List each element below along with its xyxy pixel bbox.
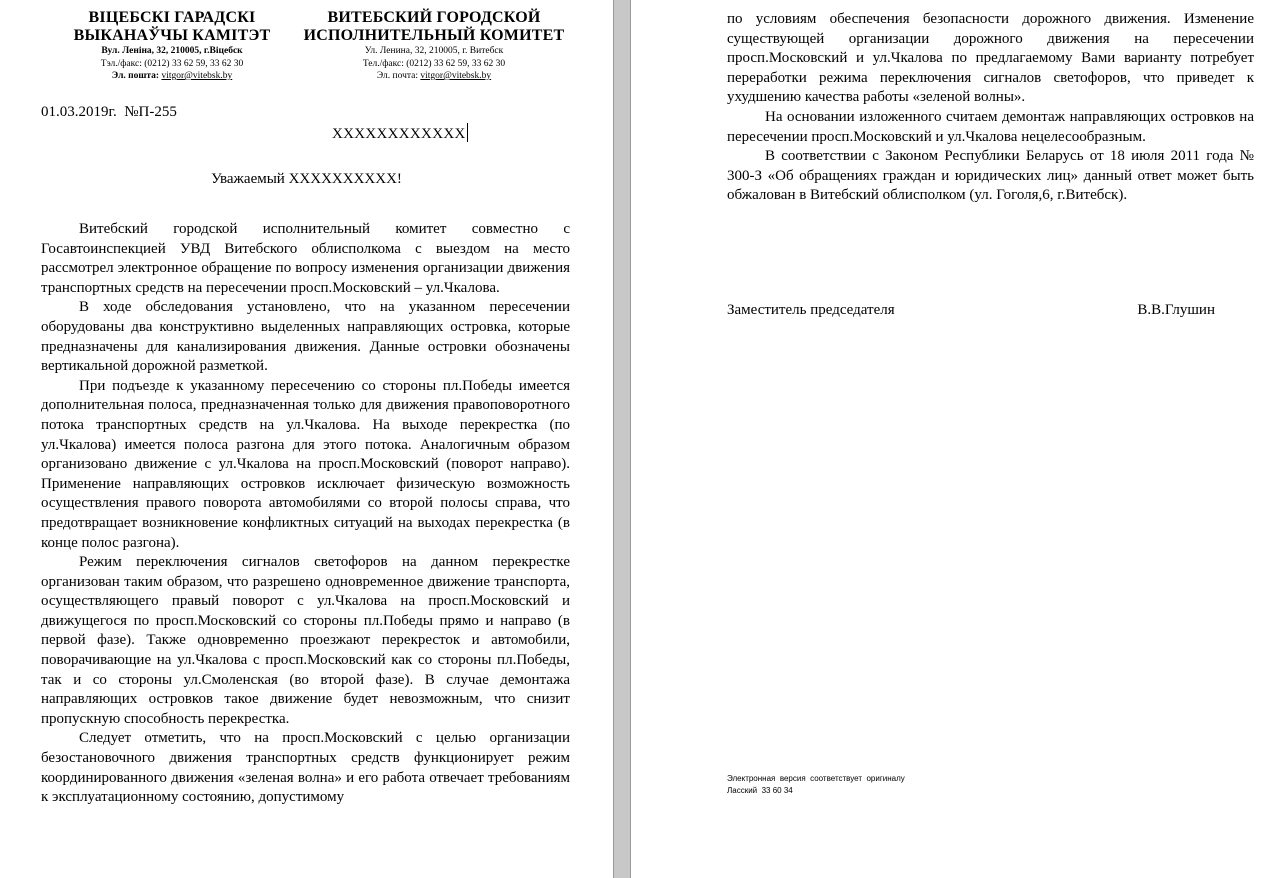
paragraph: В соответствии с Законом Республики Беларусь от 18 июля 2011 года № 300-З «Об обращениях граждан и юридических лиц» данный ответ может быть обжалован в Витебский облисполком (ул. Гоголя,6, г.Витебск). <box>727 148 1254 204</box>
letterhead-address: Вул. Леніна, 32, 210005, г.Віцебск <box>101 46 243 56</box>
footnote-line1: Электронная версия соответствует оригиналу <box>727 774 905 783</box>
letterhead-email-row <box>58 70 286 83</box>
footnote-line2: Ласский 33 60 34 <box>727 786 793 795</box>
letterhead-email-label: Эл. пошта: <box>111 71 160 81</box>
document-date-number: 01.03.2019г. №П-255 <box>41 104 177 120</box>
letterhead-email-row <box>288 70 580 83</box>
paragraph: Режим переключения сигналов светофоров на данном перекрестке организован таким образом, что разрешено одновременное движение транспорта, осуществляющего правый поворот с ул.Чкалова на просп.Московский и движущегося по просп.Московский со стороны пл.Победы прямо и направо (в первой фазе). Также одновременно проезжают перекресток и автомобили, поворачивающие на ул.Чкалова с просп.Московский как со стороны пл.Победы, так и со стороны ул.Смоленская (во второй фазе). В случае демонтажа направляющих островков такое движение будет невозможным, что снизит пропускную способность перекрестка. <box>41 554 570 727</box>
signature-position: Заместитель председателя <box>727 302 895 318</box>
paragraph: по условиям обеспечения безопасности дорожного движения. Изменение существующей организации дорожного движения на пересечении просп.Московский и ул.Чкалова по предлагаемому Вами варианту потребует переработки режима переключения сигналов светофоров, что приведет к ухудшению качества работы «зеленой волны». <box>727 11 1254 106</box>
letterhead-email-label: Эл. почта: <box>376 71 418 81</box>
letterhead-address: Ул. Ленина, 32, 210005, г. Витебск <box>364 46 504 56</box>
document-page-1 <box>0 0 613 878</box>
greeting: Уважаемый ХХХХХХХХХХ! <box>211 171 402 187</box>
signature-name: В.В.Глушин <box>1137 302 1215 318</box>
letterhead-phone: Тел./факс: (0212) 33 62 59, 33 62 30 <box>362 58 506 69</box>
recipient-line[interactable] <box>332 123 468 143</box>
paragraph: В ходе обследования установлено, что на указанном пересечении оборудованы два конструктивно выделенных направляющих островка, которые предназначены для канализирования движения. Данные островки обозначены вертикальной дорожной разметкой. <box>41 299 570 375</box>
paragraph: Следует отметить, что на просп.Московский с целью организации безостановочного движения транспортных средств функционирует режим координированного движения «зеленая волна» и его работа отвечает требованиям к эксплуатационному состоянию, допустимому <box>41 730 570 806</box>
page-gutter <box>613 0 631 878</box>
document-page-2 <box>631 0 1280 878</box>
recipient-name: ХХХХХХХХХХХХ <box>332 126 466 142</box>
letter-body-page-1[interactable] <box>41 220 570 808</box>
letterhead-title-line2: ИСПОЛНИТЕЛЬНЫЙ КОМИТЕТ <box>303 27 565 44</box>
text-cursor <box>467 123 468 142</box>
footnote <box>727 773 905 797</box>
letterhead-email-link[interactable]: vitgor@vitebsk.by <box>161 71 233 81</box>
letterhead-phone: Тэл./факс: (0212) 33 62 59, 33 62 30 <box>100 58 244 69</box>
signature-block <box>727 302 1215 319</box>
letterhead-title-line2: ВЫКАНАЎЧЫ КАМІТЭТ <box>73 27 271 44</box>
paragraph: Витебский городской исполнительный комитет совместно с Госавтоинспекцией УВД Витебского облисполкома с выездом на место рассмотрел электронное обращение по вопросу изменения организации движения транспортных средств на пересечении просп.Московский – ул.Чкалова. <box>41 221 570 296</box>
letterhead-email-link[interactable]: vitgor@vitebsk.by <box>420 71 492 81</box>
letterhead-title-line1: ВІЦЕБСКІ ГАРАДСКІ <box>88 9 256 26</box>
letterhead-russian <box>288 9 580 83</box>
letterhead-title-line1: ВИТЕБСКИЙ ГОРОДСКОЙ <box>327 9 541 26</box>
paragraph: При подъезде к указанному пересечению со стороны пл.Победы имеется дополнительная полоса, предназначенная только для движения правоповоротного потока транспортных средств на ул.Чкалова. На выходе перекрестка (по ул.Чкалова) имеется полоса разгона для этого потока. Аналогичным образом организовано движение с ул.Чкалова на просп.Московский (поворот направо). Применение направляющих островков исключает физическую возможность осуществления правого поворота автомобилями со второй полосы справа, что предотвращает возникновение конфликтных ситуаций на выходах перекрестка (в конце полос разгона). <box>41 377 570 551</box>
letter-body-page-2[interactable] <box>727 10 1254 206</box>
paragraph: На основании изложенного считаем демонтаж направляющих островков на пересечении просп.Московский и ул.Чкалова нецелесообразным. <box>727 108 1254 145</box>
letterhead-belarusian <box>58 9 286 83</box>
